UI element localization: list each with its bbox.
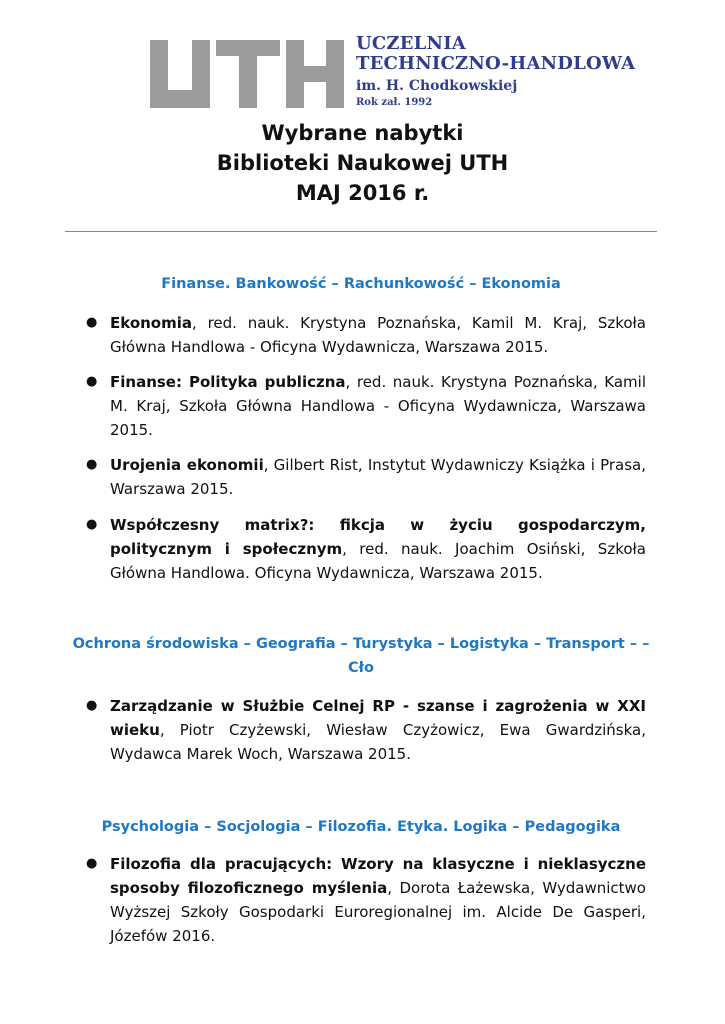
uth-logo-mark	[148, 38, 346, 110]
category-heading: Ochrona środowiska – Geografia – Turystyka – Logistyka – Transport – – Cło	[72, 636, 650, 676]
list-item	[110, 311, 646, 359]
book-title: Urojenia ekonomii	[110, 456, 264, 474]
book-title: Filozofia dla pracujących: Wzory na klasyczne i nieklasyczne sposoby filozoficznego myślenia	[110, 855, 646, 897]
book-details: , red. nauk. Joachim Osiński, Szkoła Główna Handlowa. Oficyna Wydawnicza, Warszawa 2015.	[110, 540, 646, 582]
book-details: , red. nauk. Krystyna Poznańska, Kamil M. Kraj, Szkoła Główna Handlowa - Oficyna Wydawnicza, Warszawa 2015.	[110, 373, 646, 439]
logo-line-1: UCZELNIA	[356, 33, 466, 54]
logo-line-3: im. H. Chodkowskiej	[356, 78, 518, 94]
bullet-icon: ●	[86, 856, 98, 871]
book-details: , Piotr Czyżewski, Wiesław Czyżowicz, Ewa Gwardzińska, Wydawca Marek Woch, Warszawa 2015.	[110, 721, 646, 763]
uth-logo	[148, 33, 636, 114]
logo-line-4: Rok zał. 1992	[356, 97, 433, 108]
book-title: Finanse: Polityka publiczna	[110, 373, 346, 391]
list-item	[110, 453, 646, 501]
document-title	[0, 118, 725, 208]
title-line-2: Biblioteki Naukowej UTH	[216, 151, 509, 175]
bullet-icon: ●	[86, 698, 98, 713]
list-item	[110, 513, 646, 585]
logo-text	[356, 34, 635, 110]
category-heading: Finanse. Bankowość – Rachunkowość – Ekonomia	[161, 276, 561, 292]
book-details: , red. nauk. Krystyna Poznańska, Kamil M. Kraj, Szkoła Główna Handlowa - Oficyna Wydawnicza, Warszawa 2015.	[110, 314, 646, 356]
header-divider	[65, 231, 657, 232]
bullet-icon: ●	[86, 374, 98, 389]
book-title: Zarządzanie w Służbie Celnej RP - szanse i zagrożenia w XXI wieku	[110, 697, 646, 739]
list-item	[110, 694, 646, 766]
category-heading: Psychologia – Socjologia – Filozofia. Etyka. Logika – Pedagogika	[101, 819, 621, 835]
list-item	[110, 852, 646, 948]
book-title: Współczesny matrix?: fikcja w życiu gospodarczym, politycznym i społecznym	[110, 516, 646, 558]
logo-line-2: TECHNICZNO-HANDLOWA	[356, 53, 636, 74]
book-details: , Gilbert Rist, Instytut Wydawniczy Książka i Prasa, Warszawa 2015.	[110, 456, 646, 498]
bullet-icon: ●	[86, 517, 98, 532]
bullet-icon: ●	[86, 315, 98, 330]
list-item	[110, 370, 646, 442]
title-line-3: MAJ 2016 r.	[295, 181, 430, 205]
title-line-1: Wybrane nabytki	[261, 121, 464, 145]
book-details: , Dorota Łażewska, Wydawnictwo Wyższej Szkoły Gospodarki Euroregionalnej im. Alcide De Gasperi, Józefów 2016.	[110, 879, 646, 945]
bullet-icon: ●	[86, 457, 98, 472]
book-title: Ekonomia	[110, 314, 193, 332]
